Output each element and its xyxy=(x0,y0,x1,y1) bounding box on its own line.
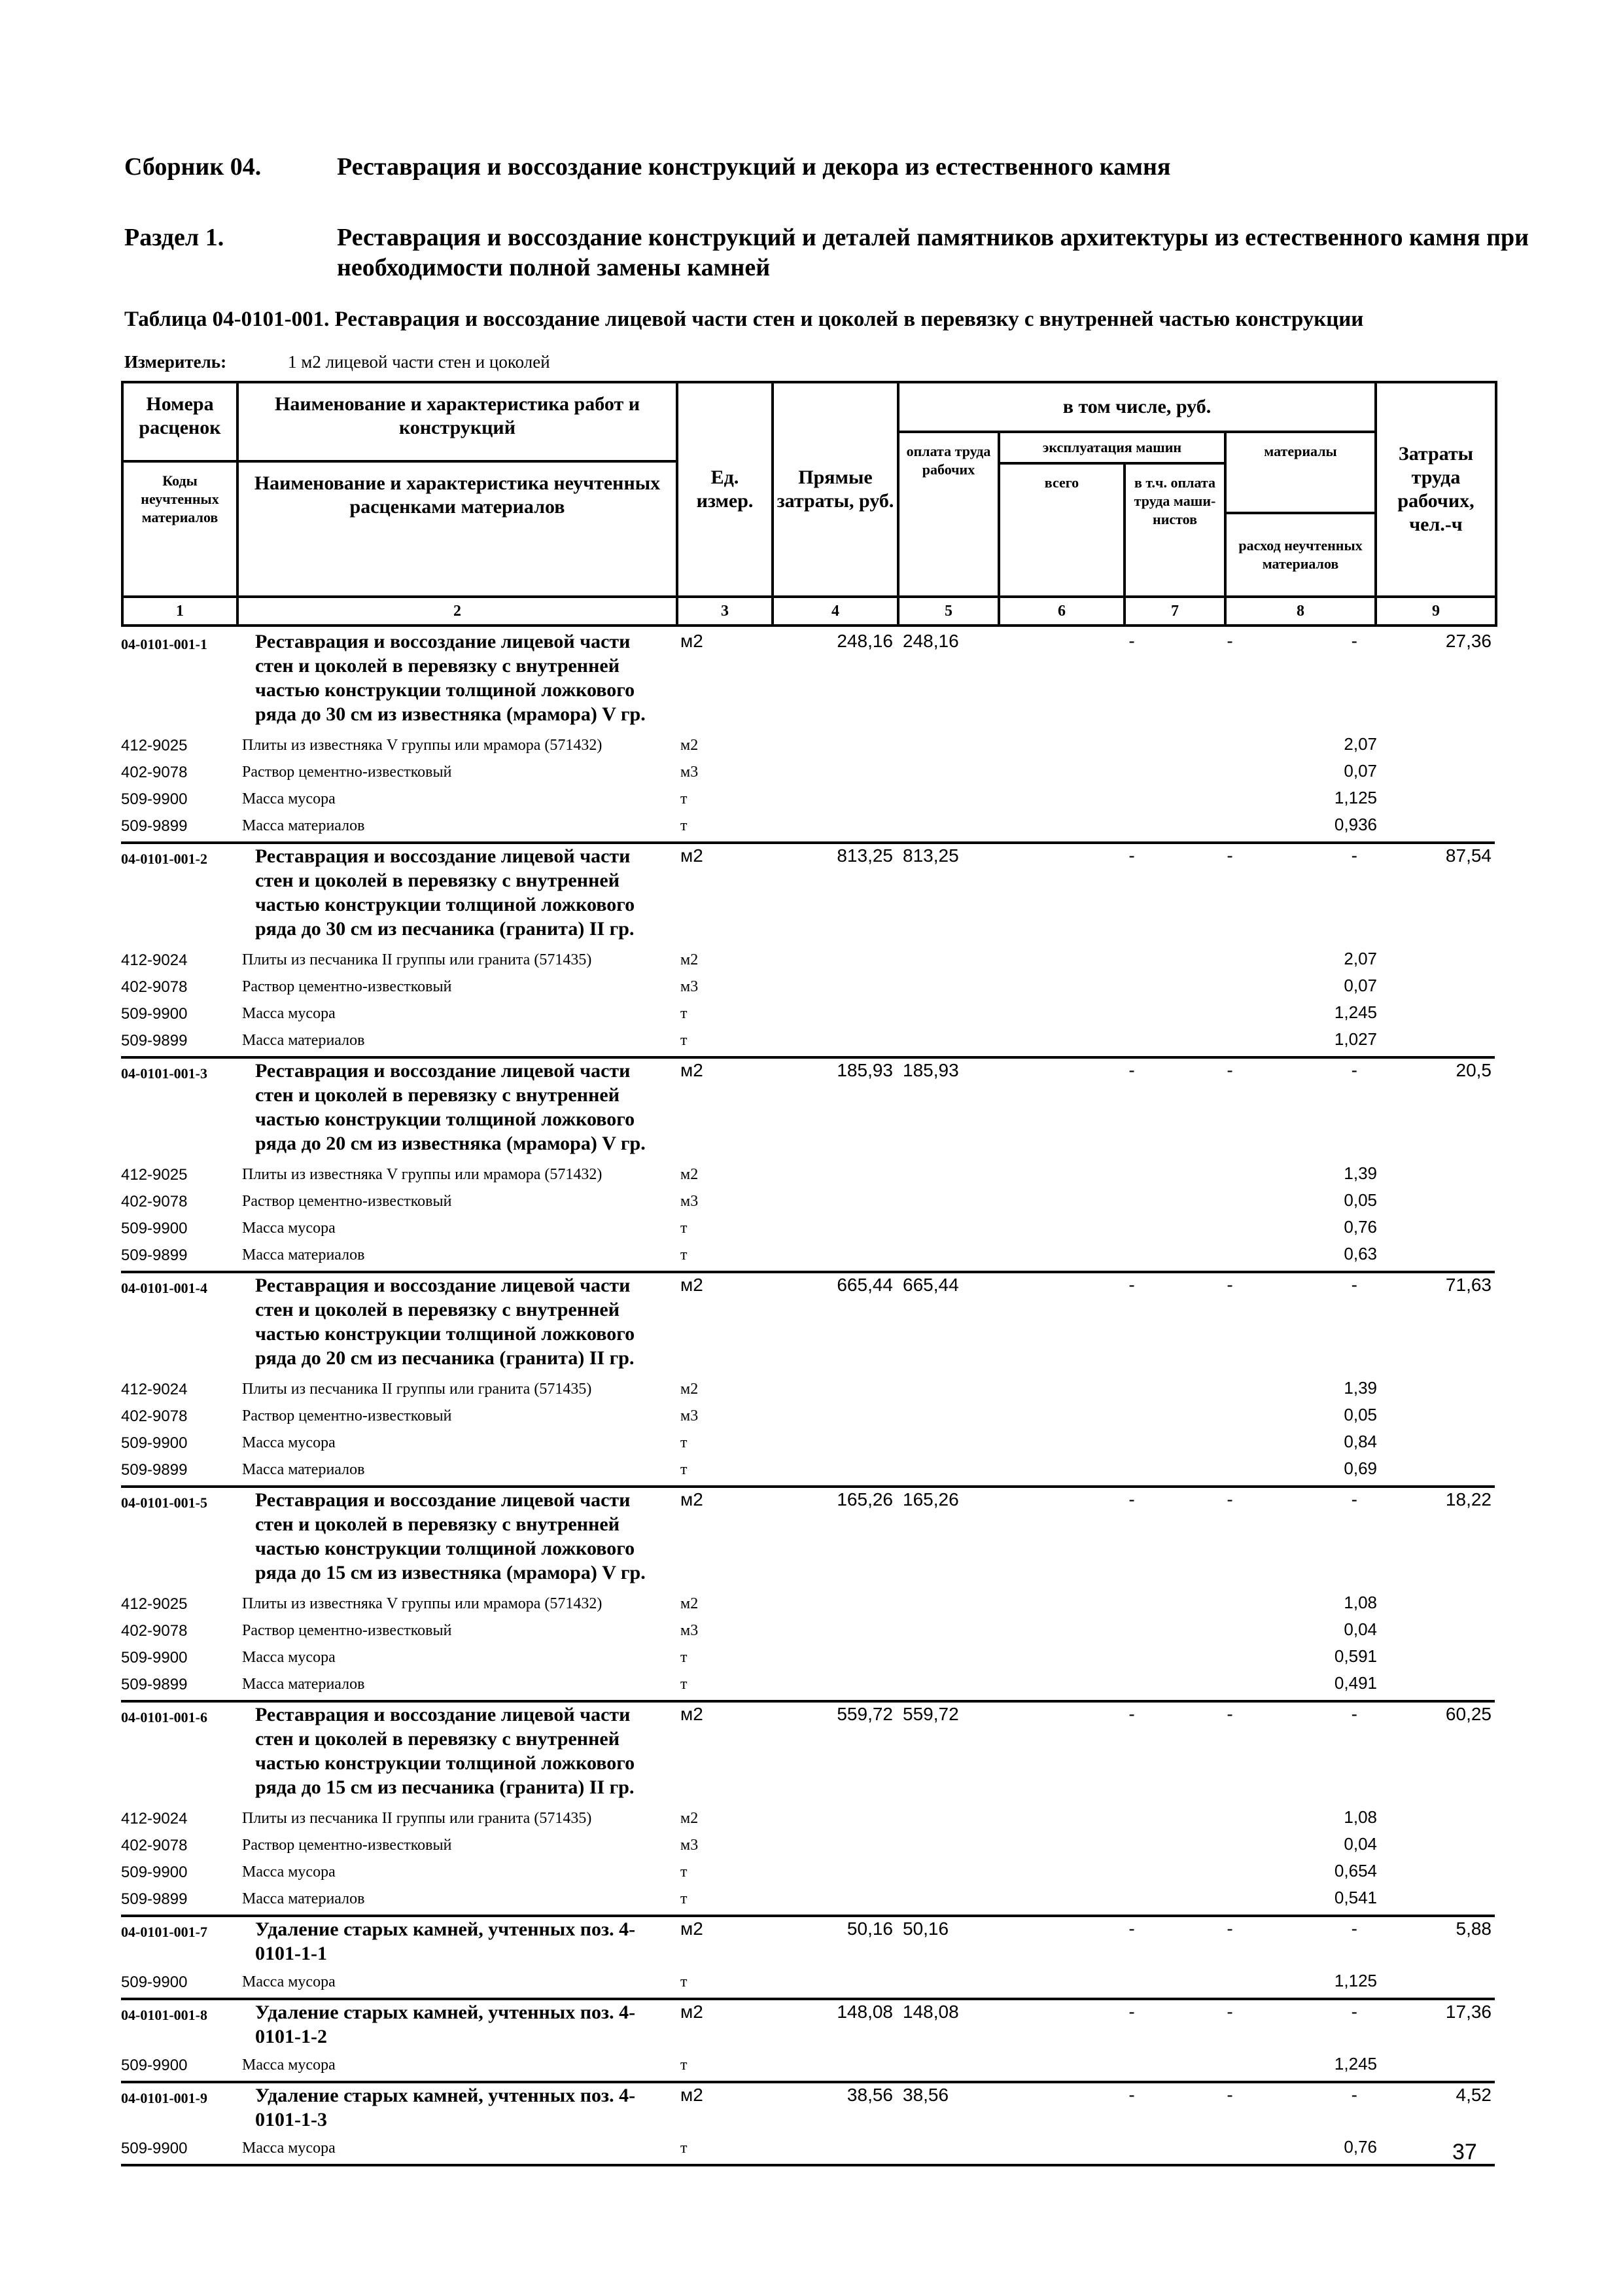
rate-name: Удаление старых камней, учтенных поз. 4-0101-1-1 xyxy=(255,1918,636,1964)
machinist-pay: - xyxy=(1227,2002,1233,2022)
machines-total: - xyxy=(1128,1918,1135,1939)
machines-total: - xyxy=(1128,1704,1135,1724)
machines-total: - xyxy=(1128,2002,1135,2022)
material-unit: м2 xyxy=(680,951,699,968)
material-code: 509-9900 xyxy=(121,1434,188,1452)
material-code: 509-9900 xyxy=(121,2057,188,2074)
material-qty: 0,05 xyxy=(1344,1405,1377,1424)
material-qty: 0,491 xyxy=(1334,1673,1377,1693)
material-code: 402-9078 xyxy=(121,1622,188,1640)
rate-code: 04-0101-001-4 xyxy=(121,1280,207,1296)
material-row xyxy=(121,1807,1495,1834)
labor-hours: 87,54 xyxy=(1445,845,1492,866)
labor-pay: 185,93 xyxy=(903,1060,959,1080)
direct-costs: 559,72 xyxy=(837,1704,893,1724)
labor-pay: 50,16 xyxy=(903,1918,949,1939)
materials-cost: - xyxy=(1351,1489,1357,1510)
material-qty: 0,541 xyxy=(1334,1888,1377,1907)
material-code: 412-9024 xyxy=(121,951,188,969)
direct-costs: 165,26 xyxy=(837,1489,893,1510)
col-header-unit: Ед. измер. xyxy=(676,381,774,598)
col-header-labor-hours: Затраты труда рабочих, чел.-ч xyxy=(1374,381,1497,598)
rate-unit: м2 xyxy=(680,1918,703,1939)
rate-name: Удаление старых камней, учтенных поз. 4-0101-1-3 xyxy=(255,2085,636,2130)
rate-name: Реставрация и воссоздание лицевой части стен и цоколей в перевязку с внутренней частью конструкции толщиной ложкового ряда до 30 см из песчаника (гранита) II гр. xyxy=(255,845,635,940)
material-qty: 0,69 xyxy=(1344,1458,1377,1478)
material-qty: 1,08 xyxy=(1344,1593,1377,1612)
material-row xyxy=(121,1190,1495,1217)
material-code: 509-9900 xyxy=(121,1649,188,1667)
material-name: Плиты из песчаника II группы или гранита (571435) xyxy=(242,1810,592,1827)
rate-row xyxy=(121,1059,1495,1163)
page-number: 37 xyxy=(1452,2140,1477,2164)
rate-row xyxy=(121,844,1495,949)
material-row xyxy=(121,976,1495,1002)
material-row xyxy=(121,1619,1495,1646)
material-code: 402-9078 xyxy=(121,978,188,996)
machinist-pay: - xyxy=(1227,845,1233,866)
col-number: 8 xyxy=(1224,595,1377,627)
rate-name: Реставрация и воссоздание лицевой части стен и цоколей в перевязку с внутренней частью конструкции толщиной ложкового ряда до 30 см из известняка (мрамора) V гр. xyxy=(255,631,646,725)
rate-row xyxy=(121,2000,1495,2054)
col-header-material-codes: Коды неучтенных материалов xyxy=(121,460,239,598)
col-number: 3 xyxy=(676,595,774,627)
material-row xyxy=(121,1217,1495,1244)
rate-unit: м2 xyxy=(680,2002,703,2022)
materials-cost: - xyxy=(1351,1704,1357,1724)
material-qty: 0,76 xyxy=(1344,2137,1377,2157)
machinist-pay: - xyxy=(1227,1275,1233,1295)
material-code: 509-9899 xyxy=(121,1890,188,1908)
rate-code: 04-0101-001-2 xyxy=(121,851,207,867)
rate-code: 04-0101-001-3 xyxy=(121,1065,207,1082)
material-unit: м2 xyxy=(680,1595,699,1612)
material-unit: т xyxy=(680,1220,688,1237)
col-number: 5 xyxy=(897,595,1000,627)
machines-total: - xyxy=(1128,631,1135,651)
material-code: 402-9078 xyxy=(121,1837,188,1854)
material-unit: т xyxy=(680,2140,688,2157)
col-header-machines: эксплуатация машин xyxy=(998,431,1227,465)
rate-unit: м2 xyxy=(680,845,703,866)
material-name: Раствор цементно-известковый xyxy=(242,764,452,781)
material-unit: м3 xyxy=(680,764,699,781)
materials-cost: - xyxy=(1351,845,1357,866)
material-name: Масса мусора xyxy=(242,1973,336,1990)
rate-row xyxy=(121,2083,1495,2137)
table-header xyxy=(121,381,1495,629)
material-qty: 0,04 xyxy=(1344,1619,1377,1639)
direct-costs: 185,93 xyxy=(837,1060,893,1080)
labor-pay: 813,25 xyxy=(903,845,959,866)
col-header-including: в том числе, руб. xyxy=(897,381,1377,433)
material-qty: 0,05 xyxy=(1344,1190,1377,1210)
labor-pay: 38,56 xyxy=(903,2085,949,2105)
material-qty: 0,84 xyxy=(1344,1432,1377,1451)
material-unit: м3 xyxy=(680,1837,699,1854)
machines-total: - xyxy=(1128,1489,1135,1510)
material-qty: 1,125 xyxy=(1334,1971,1377,1990)
rate-entry xyxy=(121,629,1495,844)
rate-code: 04-0101-001-6 xyxy=(121,1709,207,1725)
material-row xyxy=(121,1593,1495,1619)
col-number: 6 xyxy=(998,595,1126,627)
collection-label: Сборник 04. xyxy=(124,153,262,181)
material-qty: 0,07 xyxy=(1344,761,1377,781)
material-code: 509-9899 xyxy=(121,1676,188,1693)
rate-entry xyxy=(121,1488,1495,1703)
material-code: 509-9899 xyxy=(121,1461,188,1479)
material-unit: т xyxy=(680,1676,688,1693)
labor-hours: 71,63 xyxy=(1445,1275,1492,1295)
material-code: 509-9899 xyxy=(121,1032,188,1050)
table-body xyxy=(121,629,1495,2166)
labor-hours: 17,36 xyxy=(1445,2002,1492,2022)
material-qty: 0,07 xyxy=(1344,976,1377,995)
material-qty: 0,591 xyxy=(1334,1646,1377,1666)
material-name: Плиты из песчаника II группы или гранита (571435) xyxy=(242,1381,592,1398)
col-number: 2 xyxy=(236,595,678,627)
labor-hours: 60,25 xyxy=(1445,1704,1492,1724)
rate-code: 04-0101-001-1 xyxy=(121,636,207,652)
rate-name: Удаление старых камней, учтенных поз. 4-0101-1-2 xyxy=(255,2002,636,2047)
material-qty: 0,76 xyxy=(1344,1217,1377,1237)
material-name: Масса материалов xyxy=(242,1032,365,1049)
col-header-unaccounted-materials: расход неучтенных материалов xyxy=(1224,512,1377,598)
labor-pay: 665,44 xyxy=(903,1275,959,1295)
rate-code: 04-0101-001-7 xyxy=(121,1924,207,1940)
material-qty: 1,39 xyxy=(1344,1163,1377,1183)
labor-hours: 4,52 xyxy=(1456,2085,1492,2105)
material-qty: 0,04 xyxy=(1344,1834,1377,1854)
material-row xyxy=(121,949,1495,976)
material-qty: 0,936 xyxy=(1334,815,1377,834)
direct-costs: 665,44 xyxy=(837,1275,893,1295)
rate-entry xyxy=(121,2083,1495,2166)
col-number: 7 xyxy=(1123,595,1227,627)
material-code: 402-9078 xyxy=(121,764,188,781)
material-name: Раствор цементно-известковый xyxy=(242,1837,452,1854)
material-qty: 1,125 xyxy=(1334,788,1377,807)
material-code: 412-9025 xyxy=(121,1166,188,1184)
rate-entry xyxy=(121,2000,1495,2083)
material-code: 509-9899 xyxy=(121,817,188,835)
labor-pay: 148,08 xyxy=(903,2002,959,2022)
rate-name: Реставрация и воссоздание лицевой части стен и цоколей в перевязку с внутренней частью конструкции толщиной ложкового ряда до 20 см из известняка (мрамора) V гр. xyxy=(255,1060,646,1154)
materials-cost: - xyxy=(1351,1275,1357,1295)
material-name: Масса материалов xyxy=(242,1676,365,1693)
labor-hours: 5,88 xyxy=(1456,1918,1492,1939)
material-name: Плиты из известняка V группы или мрамора (571432) xyxy=(242,1595,602,1612)
material-name: Масса мусора xyxy=(242,1220,336,1237)
material-qty: 0,63 xyxy=(1344,1244,1377,1263)
measure-label: Измеритель: xyxy=(124,352,227,372)
material-name: Масса материалов xyxy=(242,1246,365,1263)
material-qty: 1,245 xyxy=(1334,2054,1377,2074)
material-code: 412-9025 xyxy=(121,737,188,754)
rate-unit: м2 xyxy=(680,2085,703,2105)
material-qty: 1,08 xyxy=(1344,1807,1377,1827)
material-name: Масса мусора xyxy=(242,1649,336,1666)
material-name: Плиты из известняка V группы или мрамора (571432) xyxy=(242,1166,602,1183)
rate-entry xyxy=(121,1917,1495,2000)
material-name: Раствор цементно-известковый xyxy=(242,1193,452,1210)
material-unit: т xyxy=(680,817,688,834)
material-unit: м3 xyxy=(680,1193,699,1210)
rate-row xyxy=(121,1488,1495,1593)
material-code: 509-9900 xyxy=(121,1005,188,1023)
col-header-machines-total: всего xyxy=(998,462,1126,598)
col-header-materials: материалы xyxy=(1224,431,1377,514)
material-name: Масса мусора xyxy=(242,2057,336,2074)
material-row xyxy=(121,1432,1495,1458)
rate-row xyxy=(121,629,1495,734)
rate-entry xyxy=(121,1059,1495,1273)
material-unit: т xyxy=(680,790,688,807)
material-row xyxy=(121,1888,1495,1915)
material-row xyxy=(121,2054,1495,2081)
material-unit: м3 xyxy=(680,1622,699,1639)
col-number: 4 xyxy=(771,595,899,627)
material-name: Раствор цементно-известковый xyxy=(242,978,452,995)
material-unit: т xyxy=(680,1246,688,1263)
col-header-rate-numbers: Номера расценок xyxy=(121,381,239,463)
labor-pay: 165,26 xyxy=(903,1489,959,1510)
col-header-direct-costs: Прямые затраты, руб. xyxy=(771,381,899,598)
material-unit: т xyxy=(680,2057,688,2074)
rate-entry xyxy=(121,1703,1495,1917)
rate-unit: м2 xyxy=(680,1275,703,1295)
material-code: 412-9025 xyxy=(121,1595,188,1613)
rate-row xyxy=(121,1703,1495,1807)
material-row xyxy=(121,734,1495,761)
machinist-pay: - xyxy=(1227,2085,1233,2105)
row-divider xyxy=(121,2164,1495,2166)
material-row xyxy=(121,2137,1495,2164)
material-unit: т xyxy=(680,1863,688,1881)
material-name: Плиты из известняка V группы или мрамора (571432) xyxy=(242,737,602,754)
materials-cost: - xyxy=(1351,1060,1357,1080)
rate-entry xyxy=(121,844,1495,1059)
material-unit: т xyxy=(680,1032,688,1049)
material-code: 402-9078 xyxy=(121,1193,188,1210)
material-qty: 2,07 xyxy=(1344,949,1377,968)
material-unit: м2 xyxy=(680,1166,699,1183)
material-unit: т xyxy=(680,1434,688,1451)
material-unit: т xyxy=(680,1973,688,1990)
material-qty: 1,39 xyxy=(1344,1378,1377,1398)
machinist-pay: - xyxy=(1227,1918,1233,1939)
material-qty: 0,654 xyxy=(1334,1861,1377,1881)
material-code: 412-9024 xyxy=(121,1381,188,1398)
materials-cost: - xyxy=(1351,2002,1357,2022)
labor-pay: 559,72 xyxy=(903,1704,959,1724)
labor-hours: 27,36 xyxy=(1445,631,1492,651)
col-header-work-name: Наименование и характеристика работ и конструкций xyxy=(236,381,678,463)
material-name: Масса мусора xyxy=(242,1863,336,1881)
material-unit: м3 xyxy=(680,978,699,995)
materials-cost: - xyxy=(1351,1918,1357,1939)
material-name: Раствор цементно-известковый xyxy=(242,1407,452,1424)
material-name: Плиты из песчаника II группы или гранита (571435) xyxy=(242,951,592,968)
machinist-pay: - xyxy=(1227,1060,1233,1080)
material-name: Масса мусора xyxy=(242,2140,336,2157)
material-code: 509-9900 xyxy=(121,790,188,808)
rate-row xyxy=(121,1273,1495,1378)
material-row xyxy=(121,1405,1495,1432)
direct-costs: 50,16 xyxy=(846,1918,893,1939)
material-row xyxy=(121,1002,1495,1029)
col-header-machinist-pay: в т.ч. оплата труда маши-нистов xyxy=(1123,462,1227,598)
labor-pay: 248,16 xyxy=(903,631,959,651)
measure xyxy=(124,352,550,372)
material-row xyxy=(121,1971,1495,1998)
material-row xyxy=(121,1834,1495,1861)
labor-hours: 18,22 xyxy=(1445,1489,1492,1510)
material-qty: 1,027 xyxy=(1334,1029,1377,1049)
material-row xyxy=(121,1378,1495,1405)
labor-hours: 20,5 xyxy=(1456,1060,1492,1080)
material-row xyxy=(121,1029,1495,1056)
material-unit: т xyxy=(680,1461,688,1478)
material-row xyxy=(121,1163,1495,1190)
rate-name: Реставрация и воссоздание лицевой части стен и цоколей в перевязку с внутренней частью конструкции толщиной ложкового ряда до 20 см из песчаника (гранита) II гр. xyxy=(255,1275,635,1369)
material-unit: м2 xyxy=(680,1810,699,1827)
material-row xyxy=(121,1646,1495,1673)
material-row xyxy=(121,815,1495,841)
section-title: Реставрация и воссоздание конструкций и деталей памятников архитектуры из естественного камня при необходимости полной замены камней xyxy=(337,224,1529,281)
machines-total: - xyxy=(1128,845,1135,866)
material-row xyxy=(121,1458,1495,1485)
machinist-pay: - xyxy=(1227,1704,1233,1724)
direct-costs: 248,16 xyxy=(837,631,893,651)
material-row xyxy=(121,1861,1495,1888)
rate-unit: м2 xyxy=(680,1704,703,1724)
direct-costs: 813,25 xyxy=(837,845,893,866)
materials-cost: - xyxy=(1351,631,1357,651)
material-unit: м2 xyxy=(680,737,699,754)
section-label: Раздел 1. xyxy=(124,224,224,251)
material-name: Масса мусора xyxy=(242,790,336,807)
material-qty: 2,07 xyxy=(1344,734,1377,754)
material-code: 509-9900 xyxy=(121,1973,188,1991)
material-unit: м3 xyxy=(680,1407,699,1424)
col-header-labor-pay: оплата труда рабочих xyxy=(897,431,1000,598)
rate-row xyxy=(121,1917,1495,1971)
machines-total: - xyxy=(1128,2085,1135,2105)
material-name: Масса материалов xyxy=(242,1461,365,1478)
material-name: Масса мусора xyxy=(242,1434,336,1451)
collection-title: Реставрация и воссоздание конструкций и декора из естественного камня xyxy=(337,153,1171,181)
direct-costs: 148,08 xyxy=(837,2002,893,2022)
material-row xyxy=(121,1244,1495,1271)
material-code: 402-9078 xyxy=(121,1407,188,1425)
material-code: 509-9900 xyxy=(121,1863,188,1881)
col-number: 1 xyxy=(121,595,239,627)
material-qty: 1,245 xyxy=(1334,1002,1377,1022)
rate-name: Реставрация и воссоздание лицевой части стен и цоколей в перевязку с внутренней частью конструкции толщиной ложкового ряда до 15 см из известняка (мрамора) V гр. xyxy=(255,1489,646,1583)
machinist-pay: - xyxy=(1227,1489,1233,1510)
material-code: 509-9899 xyxy=(121,1246,188,1264)
table-title: Таблица 04-0101-001. Реставрация и воссоздание лицевой части стен и цоколей в перевязку с внутренней частью конструкции xyxy=(124,308,1364,331)
rate-unit: м2 xyxy=(680,1060,703,1080)
material-row xyxy=(121,1673,1495,1700)
material-unit: т xyxy=(680,1890,688,1907)
material-code: 412-9024 xyxy=(121,1810,188,1828)
rate-code: 04-0101-001-8 xyxy=(121,2007,207,2023)
material-name: Масса материалов xyxy=(242,1890,365,1907)
rate-code: 04-0101-001-9 xyxy=(121,2090,207,2106)
machines-total: - xyxy=(1128,1275,1135,1295)
material-name: Масса мусора xyxy=(242,1005,336,1022)
rate-code: 04-0101-001-5 xyxy=(121,1494,207,1511)
material-unit: т xyxy=(680,1649,688,1666)
col-header-material-name: Наименование и характеристика неучтенных расценками материалов xyxy=(236,460,678,598)
material-code: 509-9900 xyxy=(121,1220,188,1237)
material-code: 509-9900 xyxy=(121,2140,188,2157)
rate-unit: м2 xyxy=(680,1489,703,1510)
material-row xyxy=(121,761,1495,788)
measure-value: 1 м2 лицевой части стен и цоколей xyxy=(288,352,550,372)
col-number: 9 xyxy=(1374,595,1497,627)
material-row xyxy=(121,788,1495,815)
machinist-pay: - xyxy=(1227,631,1233,651)
direct-costs: 38,56 xyxy=(846,2085,893,2105)
material-name: Масса материалов xyxy=(242,817,365,834)
material-unit: м2 xyxy=(680,1381,699,1398)
rate-entry xyxy=(121,1273,1495,1488)
rate-unit: м2 xyxy=(680,631,703,651)
machines-total: - xyxy=(1128,1060,1135,1080)
material-unit: т xyxy=(680,1005,688,1022)
materials-cost: - xyxy=(1351,2085,1357,2105)
material-name: Раствор цементно-известковый xyxy=(242,1622,452,1639)
rate-name: Реставрация и воссоздание лицевой части стен и цоколей в перевязку с внутренней частью конструкции толщиной ложкового ряда до 15 см из песчаника (гранита) II гр. xyxy=(255,1704,635,1798)
